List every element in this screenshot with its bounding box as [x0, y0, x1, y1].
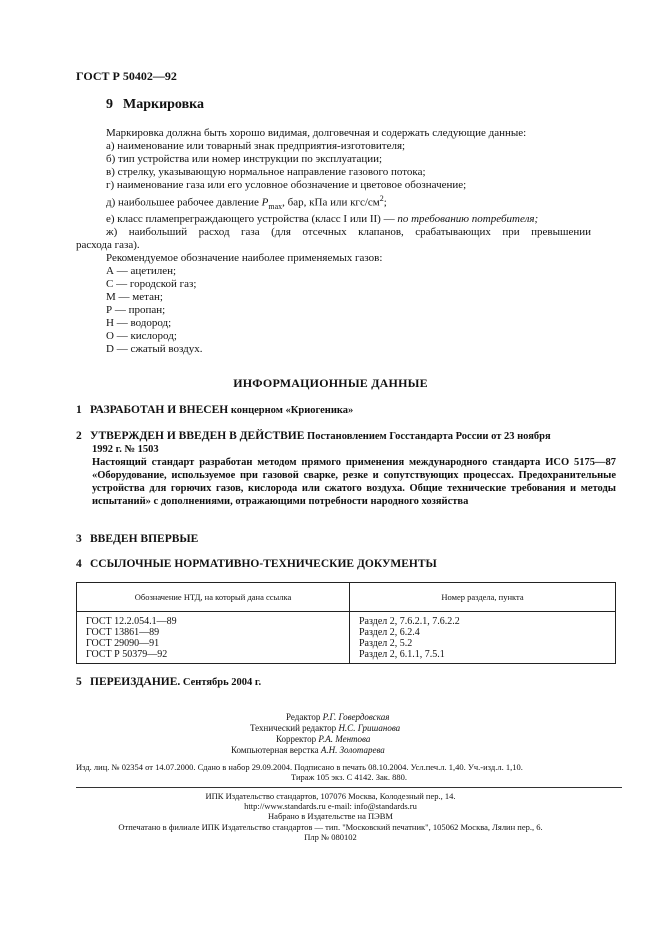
footer-line: Отпечатано в филиале ИПК Издательство стандартов — тип. "Московский печатник", 105062 Москва, Лялин пер., 6.: [118, 821, 543, 832]
credit-name: Р.Г. Говердовская: [322, 712, 390, 722]
tech-editor-credit: [250, 723, 400, 734]
credit-name: Р.А. Ментова: [318, 734, 371, 744]
gas-item: С — городской газ;: [106, 277, 197, 290]
table-row: [77, 612, 616, 664]
item-d-prefix: д) наибольшее рабочее давление: [106, 196, 262, 209]
gas-item: Р — пропан;: [106, 303, 166, 316]
info-item-heading: ССЫЛОЧНЫЕ НОРМАТИВНО-ТЕХНИЧЕСКИЕ ДОКУМЕНТЫ: [90, 558, 437, 570]
publisher-footer: [0, 791, 661, 842]
info-item-number: 2: [76, 430, 82, 442]
section-number: 9: [106, 97, 113, 112]
footer-line: Плр № 080102: [304, 831, 357, 842]
marking-intro: Маркировка должна быть хорошо видимая, долговечная и содержать следующие данные:: [106, 127, 527, 139]
info-item-heading: ВВЕДЕН ВПЕРВЫЕ: [90, 533, 199, 545]
marking-item-d: [76, 192, 591, 213]
sections-cell: [350, 612, 616, 664]
item-d-end: ;: [383, 196, 387, 209]
item-e-text: е) класс пламепреграждающего устройства (класс I или II) —: [106, 212, 398, 225]
gas-item: Н — водород;: [106, 316, 172, 329]
layout-credit: [231, 745, 385, 756]
info-item-3: [76, 533, 616, 546]
credit-role: Технический редактор: [250, 723, 339, 733]
credit-name: Н.С. Гришанова: [338, 723, 401, 733]
marking-item-zh-line1: ж) наибольший расход газа (для отсечных клапанов, срабатывающих при превышении: [106, 225, 591, 238]
gas-item: М — метан;: [106, 290, 163, 303]
credit-name: А.Н. Золотарева: [320, 745, 385, 755]
credit-role: Компьютерная верстка: [231, 745, 321, 755]
document-ref: ГОСТ 29090—91: [86, 638, 160, 649]
gas-item: D — сжатый воздух.: [106, 342, 203, 355]
marking-item-v: в) стрелку, указывающую нормальное направление газового потока;: [106, 166, 426, 178]
section-title-text: Маркировка: [123, 97, 204, 112]
marking-item-b: б) тип устройства или номер инструкции по эксплуатации;: [106, 153, 383, 165]
info-item-2: [76, 430, 616, 443]
info-item-heading: РАЗРАБОТАН И ВНЕСЕН: [90, 404, 229, 416]
footer-divider: [76, 787, 622, 788]
reference-documents-table: [76, 582, 616, 664]
footer-line: Набрано в Издательстве на ПЭВМ: [268, 811, 393, 822]
decree-number: 1992 г. № 1503: [92, 444, 159, 455]
marking-item-a: а) наименование или товарный знак предприятия-изготовителя;: [106, 140, 406, 152]
info-item-4: [76, 558, 616, 571]
info-item-heading: УТВЕРЖДЕН И ВВЕДЕН В ДЕЙСТВИЕ: [90, 430, 305, 442]
info-item-2-paragraph: Настоящий стандарт разработан методом прямого применения международного стандарта ИСО 5175—87 «Оборудование, используемое при газовой сварке, резке и сопутствующих процессах. Предохранительные устройства для горючих газов, кислорода или сжатого воздуха. Общие технические требования и методы испытаний» с дополнениями, отражающими потребности народного хозяйства: [92, 457, 616, 507]
info-item-number: 5: [76, 676, 82, 688]
info-item-1: [76, 404, 616, 417]
marking-item-e: [76, 213, 591, 226]
standard-code-header: ГОСТ Р 50402—92: [76, 69, 177, 83]
item-e-italic-note: по требованию потребителя;: [397, 212, 539, 225]
pressure-subscript: max: [268, 201, 283, 211]
section-title: [106, 98, 204, 111]
pressure-symbol: P: [261, 196, 269, 209]
marking-item-zh-line2: расхода газа).: [76, 238, 140, 251]
footer-line: ИПК Издательство стандартов, 107076 Москва, Колодезный пер., 14.: [205, 791, 456, 801]
documents-cell: [77, 612, 350, 664]
info-item-2-line2: [92, 443, 632, 456]
info-item-text: Постановлением Госстандарта России от 23 ноября: [304, 431, 551, 442]
info-item-5: [76, 676, 616, 689]
gas-item: О — кислород;: [106, 329, 177, 342]
item-d-units: , бар, кПа или кгс/см: [282, 196, 380, 209]
document-ref: ГОСТ 13861—89: [86, 627, 160, 638]
marking-item-g: г) наименование газа или его условное обозначение и цветовое обозначение;: [106, 179, 467, 191]
info-item-number: 3: [76, 533, 82, 545]
info-item-number: 4: [76, 558, 82, 570]
info-data-title: ИНФОРМАЦИОННЫЕ ДАННЫЕ: [233, 376, 428, 390]
gases-intro: Рекомендуемое обозначение наиболее применяемых газов:: [106, 251, 383, 264]
column-header-document: Обозначение НТД, на который дана ссылка: [77, 583, 350, 612]
imprint-line: Тираж 105 экз. С 4142. Зак. 880.: [290, 772, 408, 782]
proofreader-credit: [276, 734, 370, 745]
marking-section-body: [76, 127, 591, 356]
section-ref: Раздел 2, 7.6.2.1, 7.6.2.2: [359, 616, 460, 627]
gas-item: А — ацетилен;: [106, 264, 177, 277]
footer-line: http://www.standards.ru e-mail: info@standards.ru: [244, 801, 417, 812]
info-item-text: Сентябрь 2004 г.: [180, 677, 262, 688]
imprint-block: [76, 762, 622, 782]
credit-role: Редактор: [286, 712, 323, 722]
document-ref: ГОСТ 12.2.054.1—89: [86, 616, 177, 627]
section-ref: Раздел 2, 5.2: [359, 638, 413, 649]
units-superscript: 2: [379, 194, 384, 203]
info-item-number: 1: [76, 404, 82, 416]
info-item-text: концерном «Криогеника»: [228, 405, 354, 416]
editor-credit: [286, 712, 389, 723]
imprint-line: Изд. лиц. № 02354 от 14.07.2000. Сдано в набор 29.09.2004. Подписано в печать 08.10.2004. Усл.печ.л. 1,40. Уч.-изд.л. 1,10.: [76, 762, 523, 772]
credit-role: Корректор: [276, 734, 319, 744]
document-ref: ГОСТ Р 50379—92: [86, 649, 168, 660]
table-header-row: [77, 583, 616, 612]
section-ref: Раздел 2, 6.1.1, 7.5.1: [359, 649, 445, 660]
info-item-heading: ПЕРЕИЗДАНИЕ.: [90, 676, 181, 688]
section-ref: Раздел 2, 6.2.4: [359, 627, 420, 638]
column-header-section: Номер раздела, пункта: [350, 583, 616, 612]
